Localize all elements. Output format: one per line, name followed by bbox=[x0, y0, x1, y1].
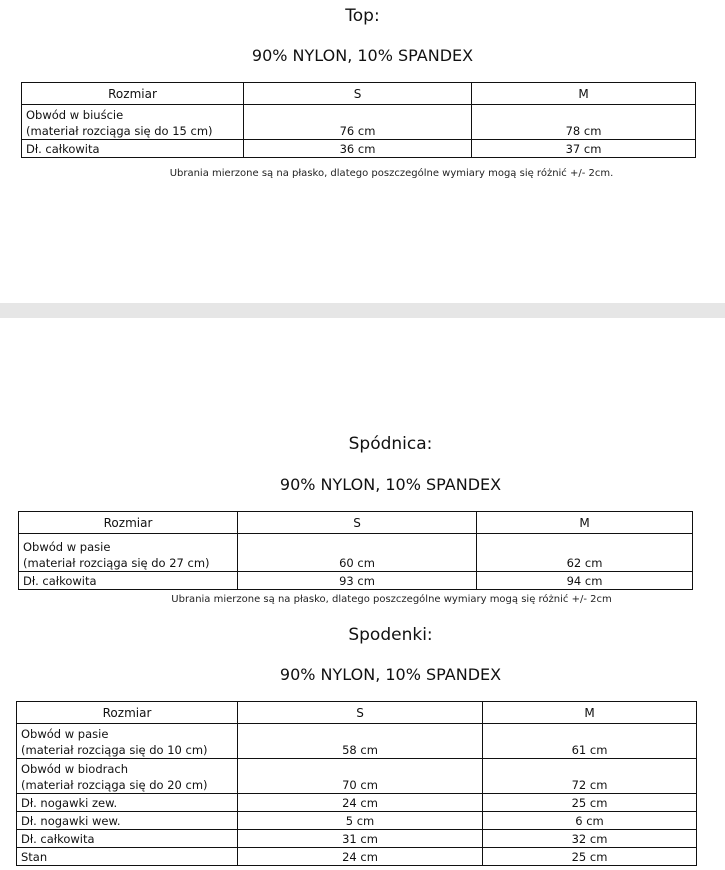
row-label-main: Obwód w pasie bbox=[23, 540, 111, 554]
header-s: S bbox=[238, 702, 483, 724]
row-label: Dł. całkowita bbox=[22, 140, 244, 158]
cell-s: 24 cm bbox=[238, 794, 483, 812]
cell-s: 70 cm bbox=[238, 759, 483, 794]
cell-m: 32 cm bbox=[483, 830, 697, 848]
table-row bbox=[17, 830, 697, 848]
header-size: Rozmiar bbox=[22, 83, 244, 105]
cell-s: 5 cm bbox=[238, 812, 483, 830]
cell-s: 60 cm bbox=[238, 534, 477, 572]
cell-s: 31 cm bbox=[238, 830, 483, 848]
cell-m: 25 cm bbox=[483, 794, 697, 812]
row-label: Dł. nogawki wew. bbox=[17, 812, 238, 830]
cell-m: 62 cm bbox=[477, 534, 693, 572]
cell-m: 78 cm bbox=[472, 105, 696, 140]
skirt-size-table bbox=[18, 511, 693, 590]
row-label-main: Obwód w biodrach bbox=[21, 762, 129, 776]
top-title: Top: bbox=[345, 6, 380, 26]
table-header-row bbox=[17, 702, 697, 724]
row-label bbox=[22, 105, 244, 140]
row-label: Dł. całkowita bbox=[19, 572, 238, 590]
header-s: S bbox=[238, 512, 477, 534]
header-m: M bbox=[472, 83, 696, 105]
row-label: Dł. całkowita bbox=[17, 830, 238, 848]
skirt-title: Spódnica: bbox=[348, 434, 433, 454]
header-m: M bbox=[477, 512, 693, 534]
cell-s: 24 cm bbox=[238, 848, 483, 866]
row-label-note: (materiał rozciąga się do 27 cm) bbox=[23, 556, 210, 570]
header-size: Rozmiar bbox=[17, 702, 238, 724]
table-row bbox=[19, 572, 693, 590]
header-s: S bbox=[244, 83, 472, 105]
shorts-material: 90% NYLON, 10% SPANDEX bbox=[279, 665, 502, 684]
cell-m: 94 cm bbox=[477, 572, 693, 590]
header-m: M bbox=[483, 702, 697, 724]
row-label-main: Obwód w biuście bbox=[26, 108, 124, 122]
table-row bbox=[17, 812, 697, 830]
cell-s: 58 cm bbox=[238, 724, 483, 759]
table-row bbox=[17, 759, 697, 794]
shorts-title: Spodenki: bbox=[348, 625, 433, 645]
cell-s: 76 cm bbox=[244, 105, 472, 140]
cell-m: 72 cm bbox=[483, 759, 697, 794]
table-header-row bbox=[19, 512, 693, 534]
header-size: Rozmiar bbox=[19, 512, 238, 534]
row-label-note: (materiał rozciąga się do 20 cm) bbox=[21, 778, 208, 792]
cell-m: 61 cm bbox=[483, 724, 697, 759]
top-measure-note: Ubrania mierzone są na płasko, dlatego poszczególne wymiary mogą się różnić +/- 2cm. bbox=[169, 168, 614, 179]
skirt-measure-note: Ubrania mierzone są na płasko, dlatego poszczególne wymiary mogą się różnić +/- 2cm bbox=[171, 594, 612, 605]
skirt-material: 90% NYLON, 10% SPANDEX bbox=[279, 475, 502, 494]
table-row bbox=[22, 105, 696, 140]
table-row bbox=[19, 534, 693, 572]
cell-m: 6 cm bbox=[483, 812, 697, 830]
section-divider bbox=[0, 303, 725, 318]
table-row bbox=[22, 140, 696, 158]
row-label-main: Obwód w pasie bbox=[21, 727, 109, 741]
top-size-table bbox=[21, 82, 696, 158]
cell-m: 37 cm bbox=[472, 140, 696, 158]
top-material: 90% NYLON, 10% SPANDEX bbox=[251, 46, 474, 65]
row-label bbox=[17, 724, 238, 759]
row-label: Stan bbox=[17, 848, 238, 866]
table-row bbox=[17, 724, 697, 759]
shorts-size-table bbox=[16, 701, 697, 866]
table-row bbox=[17, 848, 697, 866]
row-label-note: (materiał rozciąga się do 15 cm) bbox=[26, 124, 213, 138]
row-label bbox=[19, 534, 238, 572]
row-label-note: (materiał rozciąga się do 10 cm) bbox=[21, 743, 208, 757]
cell-s: 93 cm bbox=[238, 572, 477, 590]
cell-m: 25 cm bbox=[483, 848, 697, 866]
cell-s: 36 cm bbox=[244, 140, 472, 158]
row-label bbox=[17, 759, 238, 794]
table-header-row bbox=[22, 83, 696, 105]
row-label: Dł. nogawki zew. bbox=[17, 794, 238, 812]
table-row bbox=[17, 794, 697, 812]
